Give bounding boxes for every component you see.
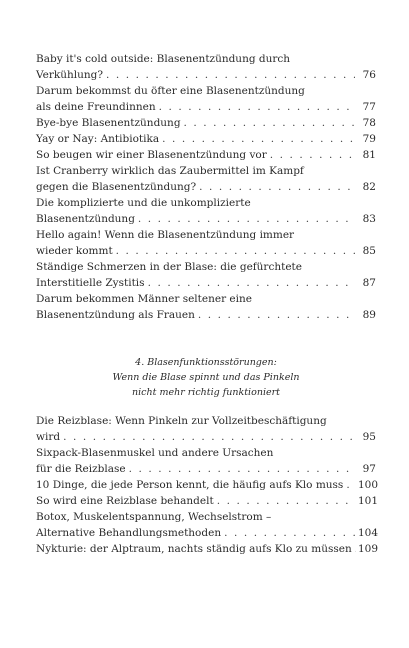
toc-entry-line — [36, 131, 376, 147]
toc-entry-title: Blasenentzündung — [36, 213, 135, 225]
toc-dot-leader — [159, 99, 355, 115]
toc-entry — [36, 51, 376, 83]
toc-entry-title: Bye-bye Blasenentzündung — [36, 117, 181, 129]
toc-entry-title: Nykturie: der Alptraum, nachts ständig aufs Klo zu müssen — [36, 543, 352, 555]
toc-page-number: 87 — [362, 277, 376, 289]
chapter-heading-line-3: nicht mehr richtig funktioniert — [132, 387, 280, 398]
toc-entry — [36, 115, 376, 131]
toc-entry-title: gegen die Blasenentzündung? — [36, 181, 197, 193]
toc-entry-line — [36, 525, 379, 541]
toc-entry-title: Blasenentzündung als Frauen — [36, 309, 195, 321]
toc-entry — [36, 291, 376, 323]
toc-entry — [36, 493, 379, 509]
toc-entry-line — [36, 195, 376, 211]
toc-entry — [36, 445, 376, 477]
toc-entry — [36, 477, 379, 493]
toc-entry-line — [36, 541, 379, 557]
toc-page-number: 77 — [362, 101, 376, 113]
toc-page-number: 97 — [362, 463, 376, 475]
chapter-heading-line-1: 4. Blasenfunktionsstörungen: — [135, 357, 277, 368]
toc-entry — [36, 131, 376, 147]
toc-dot-leader — [116, 243, 355, 259]
toc-entry-title: wieder kommt — [36, 245, 113, 257]
toc-entry-line — [36, 461, 376, 477]
toc-dot-leader — [63, 429, 355, 445]
toc-entry — [36, 195, 376, 227]
toc-section-a — [36, 51, 376, 323]
toc-entry-title: Interstitielle Zystitis — [36, 277, 145, 289]
chapter-heading-line-2: Wenn die Blase spinnt und das Pinkeln — [112, 372, 300, 383]
toc-entry-title: Die Reizblase: Wenn Pinkeln zur Vollzeitbeschäftigung — [36, 415, 327, 427]
toc-entry-line — [36, 307, 376, 323]
toc-entry-title: Verkühlung? — [36, 69, 103, 81]
toc-entry-line — [36, 99, 376, 115]
chapter-heading — [36, 355, 376, 400]
toc-page-number: 104 — [358, 527, 379, 539]
toc-dot-leader — [198, 307, 355, 323]
toc-entry-line — [36, 291, 376, 307]
toc-page-number: 78 — [362, 117, 376, 129]
toc-dot-leader — [270, 147, 355, 163]
toc-page-number: 83 — [362, 213, 376, 225]
toc-entry-line — [36, 115, 376, 131]
toc-entry-line — [36, 51, 376, 67]
toc-page-number: 85 — [362, 245, 376, 257]
toc-dot-leader — [148, 275, 355, 291]
toc-dot-leader — [184, 115, 355, 131]
toc-entry-line — [36, 227, 376, 243]
toc-page-number: 79 — [362, 133, 376, 145]
toc-entry-line — [36, 243, 376, 259]
toc-entry — [36, 227, 376, 259]
toc-entry — [36, 83, 376, 115]
toc-entry-title: Die komplizierte und die unkomplizierte — [36, 197, 251, 209]
toc-entry-line — [36, 275, 376, 291]
toc-dot-leader — [162, 131, 355, 147]
toc-entry-title: So beugen wir einer Blasenentzündung vor — [36, 149, 267, 161]
toc-entry — [36, 413, 376, 445]
toc-entry-title: Alternative Behandlungsmethoden — [36, 527, 222, 539]
toc-entry-title: So wird eine Reizblase behandelt — [36, 495, 214, 507]
toc-page-number: 89 — [362, 309, 376, 321]
toc-entry-title: Botox, Muskelentspannung, Wechselstrom – — [36, 511, 272, 523]
toc-entry-title: Baby it's cold outside: Blasenentzündung durch — [36, 53, 291, 65]
toc-entry-title: Hello again! Wenn die Blasenentzündung immer — [36, 229, 295, 241]
toc-dot-leader — [346, 477, 355, 493]
toc-entry-line — [36, 67, 376, 83]
toc-entry-title: Darum bekommen Männer seltener eine — [36, 293, 252, 305]
toc-entry — [36, 147, 376, 163]
toc-entry-line — [36, 429, 376, 445]
toc-entry-line — [36, 493, 379, 509]
toc-entry-line — [36, 509, 376, 525]
toc-entry-line — [36, 259, 376, 275]
toc-entry-line — [36, 477, 379, 493]
toc-section-b — [36, 413, 379, 557]
toc-entry-title: Ist Cranberry wirklich das Zaubermittel im Kampf — [36, 165, 304, 177]
toc-dot-leader — [199, 179, 355, 195]
toc-page-number: 109 — [358, 543, 379, 555]
toc-page-number: 82 — [362, 181, 376, 193]
toc-entry-title: wird — [36, 431, 61, 443]
toc-entry-title: Ständige Schmerzen in der Blase: die gefürchtete — [36, 261, 302, 273]
toc-entry-line — [36, 147, 376, 163]
toc-dot-leader — [138, 211, 355, 227]
toc-dot-leader — [106, 67, 355, 83]
toc-entry-title: 10 Dinge, die jede Person kennt, die häufig aufs Klo muss — [36, 479, 344, 491]
toc-page-number: 76 — [362, 69, 376, 81]
toc-page-number: 81 — [362, 149, 376, 161]
toc-entry-line — [36, 179, 376, 195]
toc-page-number: 95 — [362, 431, 376, 443]
toc-entry-title: Sixpack-Blasenmuskel und andere Ursachen — [36, 447, 274, 459]
toc-entry — [36, 163, 376, 195]
toc-entry-line — [36, 413, 376, 429]
toc-dot-leader — [217, 493, 355, 509]
toc-entry-line — [36, 83, 376, 99]
toc-entry — [36, 509, 379, 541]
toc-page-number: 101 — [358, 495, 379, 507]
toc-entry-line — [36, 211, 376, 227]
toc-entry-line — [36, 445, 376, 461]
toc-entry-title: Darum bekommst du öfter eine Blasenentzündung — [36, 85, 305, 97]
toc-page-number: 100 — [358, 479, 379, 491]
toc-entry-title: für die Reizblase — [36, 463, 126, 475]
toc-entry-line — [36, 163, 376, 179]
toc-entry — [36, 541, 379, 557]
toc-dot-leader — [224, 525, 355, 541]
toc-entry — [36, 259, 376, 291]
toc-dot-leader — [129, 461, 355, 477]
toc-entry-title: Yay or Nay: Antibiotika — [36, 133, 160, 145]
toc-entry-title: als deine Freundinnen — [36, 101, 156, 113]
